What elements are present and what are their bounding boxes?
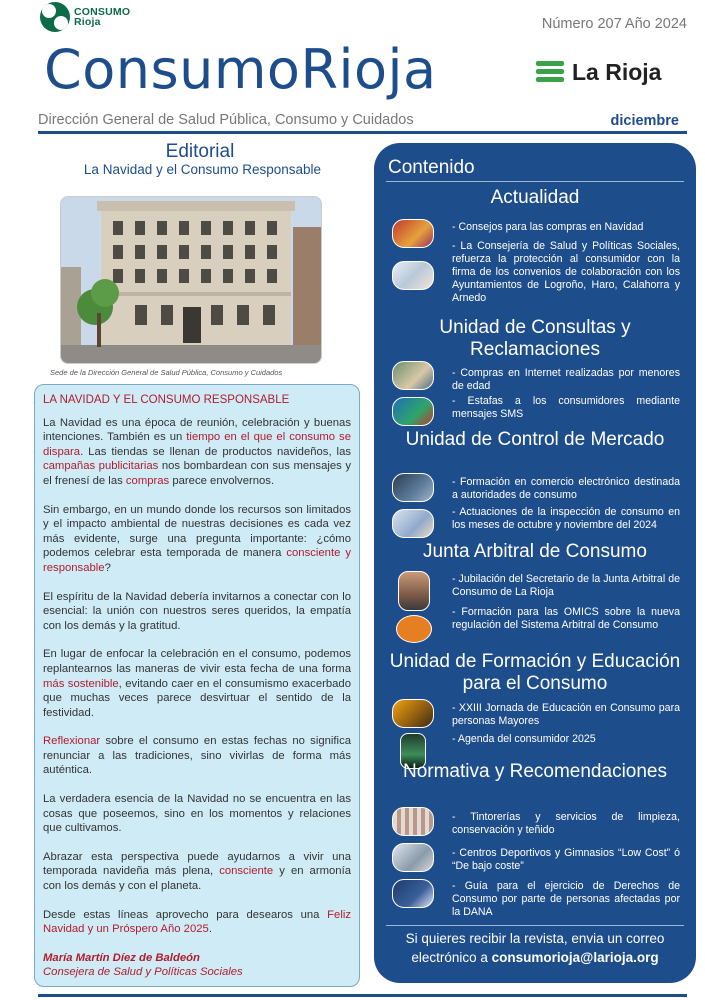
section-normativa-recomendaciones[interactable]: Normativa y Recomendaciones bbox=[402, 761, 667, 782]
section-formacion-educacion[interactable]: Unidad de Formación y Educación para el Consumo bbox=[389, 651, 681, 694]
contents-heading: Contenido bbox=[388, 157, 475, 178]
consumo-rioja-logo bbox=[40, 2, 130, 32]
toc-item[interactable]: - Formación en comercio electrónico destinada a autoridades de consumo bbox=[452, 476, 680, 501]
guide-thumbnail bbox=[392, 879, 434, 908]
editorial-subtitle: La Navidad y el Consumo Responsable bbox=[83, 162, 322, 177]
article-paragraph: Desde estas líneas aprovecho para desearos una Feliz Navidad y un Próspero Año 2025. bbox=[43, 908, 351, 936]
la-rioja-mark-icon bbox=[536, 59, 564, 85]
consumo-rioja-logo-icon bbox=[40, 2, 70, 32]
shopping-bags-thumbnail bbox=[392, 219, 434, 248]
ecommerce-thumbnail bbox=[392, 473, 434, 502]
toc-item[interactable]: - Compras en Internet realizadas por menores de edad bbox=[452, 367, 680, 392]
building-illustration bbox=[61, 197, 322, 364]
toc-item[interactable]: - Actuaciones de la inspección de consumo en los meses de octubre y noviembre del 2024 bbox=[452, 506, 680, 531]
section-actualidad[interactable]: Actualidad bbox=[490, 187, 580, 208]
article-paragraph: En lugar de enfocar la celebración en el consumo, podemos replantearnos las maneras de vivir esta fecha de una forma más sostenible, evitando caer en el consumismo exacerbado que muchas veces parece desvirtuar el sentido de la festividad. bbox=[43, 648, 351, 719]
article-heading: LA NAVIDAD Y EL CONSUMO RESPONSABLE bbox=[43, 394, 290, 406]
dry-cleaning-thumbnail bbox=[392, 807, 434, 836]
article-paragraph: Reflexionar sobre el consumo en estas fechas no significa renunciar a las tradiciones, sino vivirlas de forma más auténtica. bbox=[43, 735, 351, 777]
subscription-note: Si quieres recibir la revista, envia un correo electrónico a consumorioja@larioja.org bbox=[405, 931, 665, 965]
la-rioja-logo-text: La Rioja bbox=[572, 58, 662, 85]
article-paragraph: Sin embargo, en un mundo donde los recursos son limitados y el impacto ambiental de nuestras decisiones es cada vez más evidente, surge una pregunta importante: ¿cómo podemos celebrar esta temporada de manera consciente y responsable? bbox=[43, 503, 351, 574]
jornada-thumbnail bbox=[392, 699, 434, 728]
toc-item[interactable]: - Tintorerías y servicios de limpieza, conservación y teñido bbox=[452, 811, 680, 836]
arbitration-logo-thumbnail bbox=[396, 615, 432, 643]
signature-name: María Martín Díez de Baldeón bbox=[43, 951, 200, 964]
logo-line-1: CONSUMO bbox=[74, 6, 131, 18]
article-paragraph: El espíritu de la Navidad debería invitarnos a conectar con lo esencial: la unión con nuestros seres queridos, la empatía con los demás y la gratitud. bbox=[43, 590, 351, 632]
toc-item[interactable]: - Estafas a los consumidores mediante mensajes SMS bbox=[452, 395, 680, 420]
gym-thumbnail bbox=[392, 843, 434, 872]
magazine-title: ConsumoRioja bbox=[44, 38, 437, 101]
sms-phone-thumbnail bbox=[392, 397, 434, 426]
publisher-subtitle: Dirección General de Salud Pública, Consumo y Cuidados bbox=[38, 112, 414, 128]
toc-item[interactable]: - XXIII Jornada de Educación en Consumo para personas Mayores bbox=[452, 702, 680, 727]
footer-divider bbox=[38, 994, 687, 997]
header-divider bbox=[38, 131, 687, 134]
contents-footer-divider bbox=[386, 925, 684, 926]
inspection-thumbnail bbox=[392, 509, 434, 538]
children-devices-thumbnail bbox=[392, 361, 434, 390]
section-consultas-reclamaciones[interactable]: Unidad de Consultas y Reclamaciones bbox=[439, 317, 631, 360]
secretary-portrait-thumbnail bbox=[398, 571, 430, 611]
toc-item[interactable]: - Jubilación del Secretario de la Junta Arbitral de Consumo de La Rioja bbox=[452, 573, 680, 598]
toc-item[interactable]: - Consejos para las compras en Navidad bbox=[452, 221, 644, 233]
editorial-article bbox=[34, 384, 360, 987]
photo-caption: Sede de la Dirección General de Salud Pública, Consumo y Cuidados bbox=[50, 368, 283, 377]
building-photo bbox=[60, 196, 322, 364]
issue-month: diciembre bbox=[610, 113, 679, 129]
logo-line-2: Rioja bbox=[74, 16, 101, 28]
contents-panel bbox=[374, 143, 696, 983]
toc-item[interactable]: - Formación para las OMICS sobre la nueva regulación del Sistema Arbitral de Consumo bbox=[452, 606, 680, 631]
contents-divider bbox=[386, 181, 684, 182]
handshake-thumbnail bbox=[392, 261, 434, 290]
editorial-title: Editorial bbox=[165, 141, 235, 162]
signature-role: Consejera de Salud y Políticas Sociales bbox=[43, 966, 243, 979]
article-paragraph: La verdadera esencia de la Navidad no se encuentra en las cosas que poseemos, sino en los momentos y relaciones que cultivamos. bbox=[43, 793, 351, 835]
article-paragraph: Abrazar esta perspectiva puede ayudarnos a vivir una temporada navideña más plena, consciente y en armonía con los demás y con el planeta. bbox=[43, 850, 352, 893]
section-junta-arbitral[interactable]: Junta Arbitral de Consumo bbox=[423, 541, 647, 562]
toc-item[interactable]: - Centros Deportivos y Gimnasios “Low Cost” ó “De bajo coste” bbox=[452, 847, 680, 872]
toc-item[interactable]: - La Consejería de Salud y Políticas Sociales, refuerza la protección al consumidor con la firma de los convenios de colaboración con los Ayuntamientos de Logroño, Haro, Calahorra y Arnedo bbox=[452, 240, 680, 304]
issue-number: Número 207 Año 2024 bbox=[541, 16, 687, 32]
subscription-email-link[interactable]: consumorioja@larioja.org bbox=[491, 950, 659, 965]
toc-item[interactable]: - Guía para el ejercicio de Derechos de Consumo por parte de personas afectadas por la DANA bbox=[452, 880, 680, 918]
toc-item[interactable]: - Agenda del consumidor 2025 bbox=[452, 733, 596, 745]
article-paragraph: La Navidad es una época de reunión, celebración y buenas intenciones. También es un tiempo en el que el consumo se dispara. Las tiendas se llenan de productos navideños, las campañas publicitarias nos bombardean con sus mensajes y el frenesí de las compras parece envolvernos. bbox=[43, 416, 351, 487]
section-control-mercado[interactable]: Unidad de Control de Mercado bbox=[405, 429, 665, 450]
la-rioja-logo bbox=[530, 48, 685, 96]
